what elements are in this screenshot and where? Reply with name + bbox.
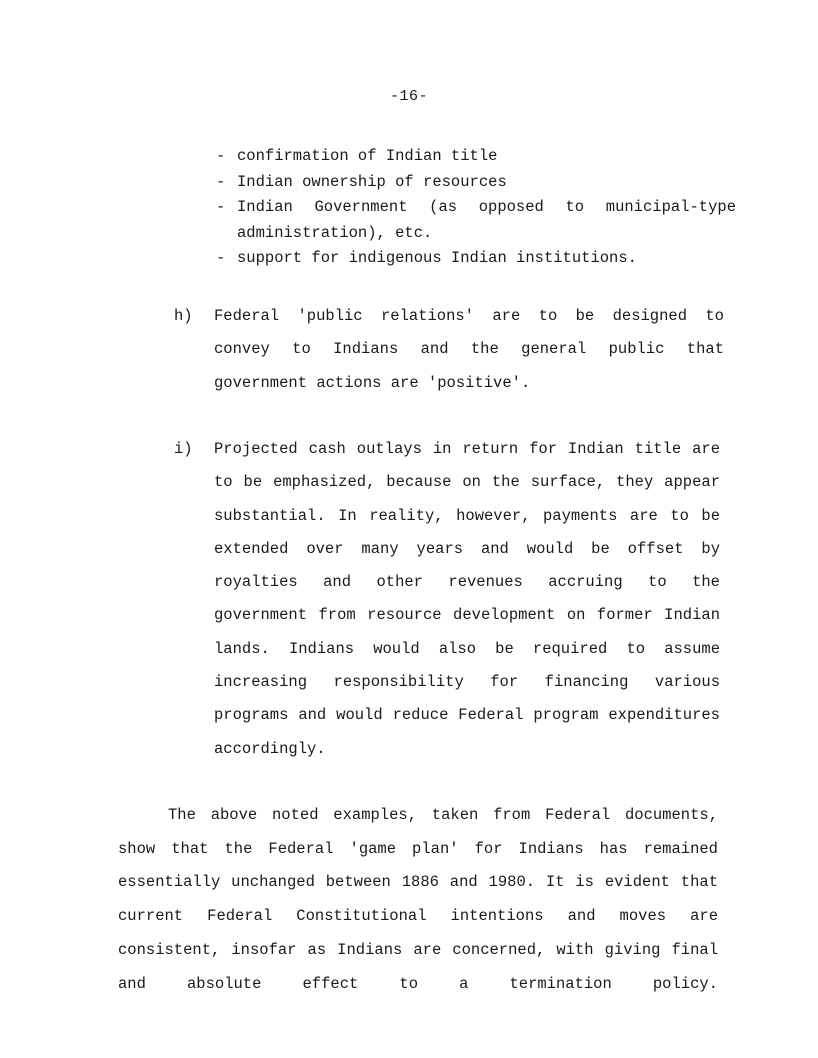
item-text-h: Federal 'public relations' are to be designed to convey to Indians and the general public that government actions are 'positive'. <box>214 307 724 392</box>
bullet-item-government: - Indian Government (as opposed to municipal-type administration), etc. <box>216 195 736 246</box>
item-marker-h: h) <box>174 307 193 325</box>
item-marker-i: i) <box>174 440 193 458</box>
page-number: -16- <box>389 88 428 105</box>
bullet-item-institutions: - support for indigenous Indian institutions. <box>216 246 736 272</box>
closing-paragraph: The above noted examples, taken from Federal documents, show that the Federal 'game plan' for Indians has remained essentially unchanged between 1886 and 1980. It is evident that current Federal Constitutional intentions and moves are consistent, insofar as Indians are concerned, with giving final and absolute effect to a termination policy. <box>118 806 718 993</box>
bullet-item-title: - confirmation of Indian title <box>216 144 736 170</box>
item-text-i: Projected cash outlays in return for Indian title are to be emphasized, because on the surface, they appear substantial. In reality, however, payments are to be extended over many years and would be offset by royalties and other revenues accruing to the government from resource development on former Indian lands. Indians would also be required to assume increasing responsibility for financing various programs and would reduce Federal program expenditures accordingly. <box>214 440 720 758</box>
bullet-item-resources: - Indian ownership of resources <box>216 170 736 196</box>
bullet-list <box>216 144 736 272</box>
